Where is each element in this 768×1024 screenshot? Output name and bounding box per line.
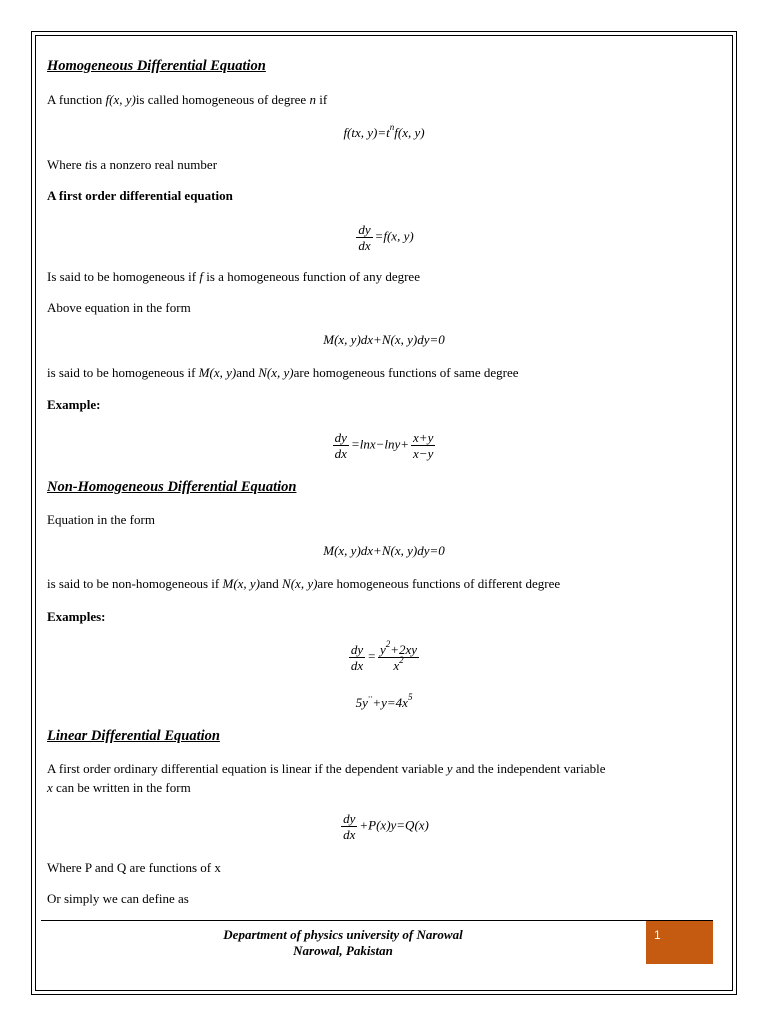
equation-first-order (0, 222, 768, 253)
nh-cond-suffix: are homogeneous functions of different degree (317, 576, 561, 591)
nh-ex1-rhs-den-x: x (393, 658, 400, 673)
where-prefix: Where (47, 157, 85, 172)
nh-ex2-a: 5y (355, 695, 368, 710)
cond-and: and (236, 365, 259, 380)
nh-ex1-num: dy (350, 642, 364, 657)
ex-frac-num: x+y (413, 430, 434, 445)
equation-example (0, 430, 768, 461)
nh-cond-n: N(x, y) (282, 576, 318, 591)
nh-ex2-exp: 5 (407, 692, 413, 702)
said-f: f (199, 269, 203, 284)
example-label: Example: (47, 397, 101, 412)
nh-cond-m: M(x, y) (222, 576, 261, 591)
nh-ex2-dots: ·· (367, 692, 373, 702)
cond-n: N(x, y) (258, 365, 294, 380)
equation-homogeneous-definition (0, 122, 768, 141)
equation-mn-form-2: M(x, y)dx+N(x, y)dy=0 (323, 543, 445, 558)
nh-ex1-fraction-rhs (378, 639, 419, 673)
homogeneous-intro (47, 92, 327, 108)
first-order-label: A first order differential equation (47, 188, 233, 203)
heading-linear: Linear Differential Equation (47, 728, 220, 744)
equation-nh-example-2 (0, 692, 768, 711)
non-homogeneous-condition-line (47, 576, 560, 592)
page-number-badge (646, 921, 713, 964)
linear-line-1 (47, 761, 606, 777)
intro-n: n (309, 92, 316, 107)
ex-den: dx (334, 446, 347, 461)
eq2-den: dx (358, 238, 371, 253)
nh-ex1-rhs-num-a: y (379, 642, 386, 657)
nh-ex1-rhs-den (391, 655, 405, 673)
heading-homogeneous: Homogeneous Differential Equation (47, 58, 266, 74)
nh-cond-prefix: is said to be non-homogeneous if (47, 576, 223, 591)
eq1-exp: n (389, 122, 395, 132)
intro-math: f(x, y) (105, 92, 136, 107)
nh-ex2-b: +y=4x (372, 695, 408, 710)
where-suffix: is a nonzero real number (88, 157, 218, 172)
equation-linear (0, 811, 768, 842)
linear-l2-x: x (47, 780, 53, 795)
footer-department: Department of physics university of Narowal (223, 927, 463, 942)
eq2-fraction (356, 222, 372, 253)
linear-l2-suffix: can be written in the form (52, 780, 191, 795)
heading-non-homogeneous: Non-Homogeneous Differential Equation (47, 479, 297, 495)
ex-fraction-rhs (411, 430, 435, 461)
above-form-line: Above equation in the form (47, 300, 191, 315)
nh-ex1-eq: = (367, 648, 376, 664)
nh-ex1-rhs-den-exp: 2 (399, 655, 404, 665)
equation-mn-form: M(x, y)dx+N(x, y)dy=0 (323, 332, 445, 347)
ex-fraction-dydx (333, 430, 349, 461)
examples-label: Examples: (47, 609, 106, 624)
said-suffix: is a homogeneous function of any degree (203, 269, 420, 284)
linear-fraction-dydx (341, 811, 357, 842)
nh-ex1-rhs-num-b: +2xy (390, 642, 418, 657)
intro-mid: is called homogeneous of degree (135, 92, 310, 107)
cond-suffix: are homogeneous functions of same degree (293, 365, 519, 380)
linear-l1-prefix: A first order ordinary differential equation is linear if the dependent variable (47, 761, 447, 776)
eq1-rhs: f(x, y) (394, 125, 425, 140)
nh-ex1-den: dx (350, 658, 364, 673)
equation-nh-example-1 (0, 639, 768, 673)
eq2-num: dy (358, 222, 371, 237)
equation-form-line: Equation in the form (47, 512, 155, 527)
or-simply-line: Or simply we can define as (47, 891, 189, 906)
linear-l1-suffix: and the independent variable (452, 761, 606, 776)
ex-num: dy (334, 430, 347, 445)
ex-mid: =lnx−lny+ (350, 436, 410, 452)
intro-suffix: if (315, 92, 328, 107)
page-number: 1 (654, 928, 661, 942)
footer-divider (41, 920, 713, 921)
eq1-lhs: f(tx, y)=t (343, 125, 390, 140)
said-prefix: Is said to be homogeneous if (47, 269, 200, 284)
nh-ex1-fraction-dydx (349, 642, 365, 673)
homogeneous-condition-line (47, 365, 519, 381)
nh-ex1-rhs-num-exp: 2 (385, 639, 391, 649)
ex-frac-den: x−y (413, 446, 434, 461)
cond-prefix: is said to be homogeneous if (47, 365, 199, 380)
where-t: t (84, 157, 89, 172)
eq2-rhs: =f(x, y) (374, 228, 414, 244)
linear-eq-num: dy (343, 811, 356, 826)
intro-prefix: A function (47, 92, 106, 107)
where-pq-line: Where P and Q are functions of x (47, 860, 221, 875)
linear-eq-den: dx (343, 827, 356, 842)
where-t-line (47, 157, 217, 173)
nh-cond-and: and (260, 576, 283, 591)
linear-l1-y: y (446, 761, 453, 776)
cond-m: M(x, y) (198, 365, 237, 380)
linear-line-2 (47, 780, 191, 796)
said-homogeneous-line (47, 269, 420, 285)
footer-location: Narowal, Pakistan (293, 943, 393, 958)
linear-eq-rhs: +P(x)y=Q(x) (359, 817, 429, 833)
